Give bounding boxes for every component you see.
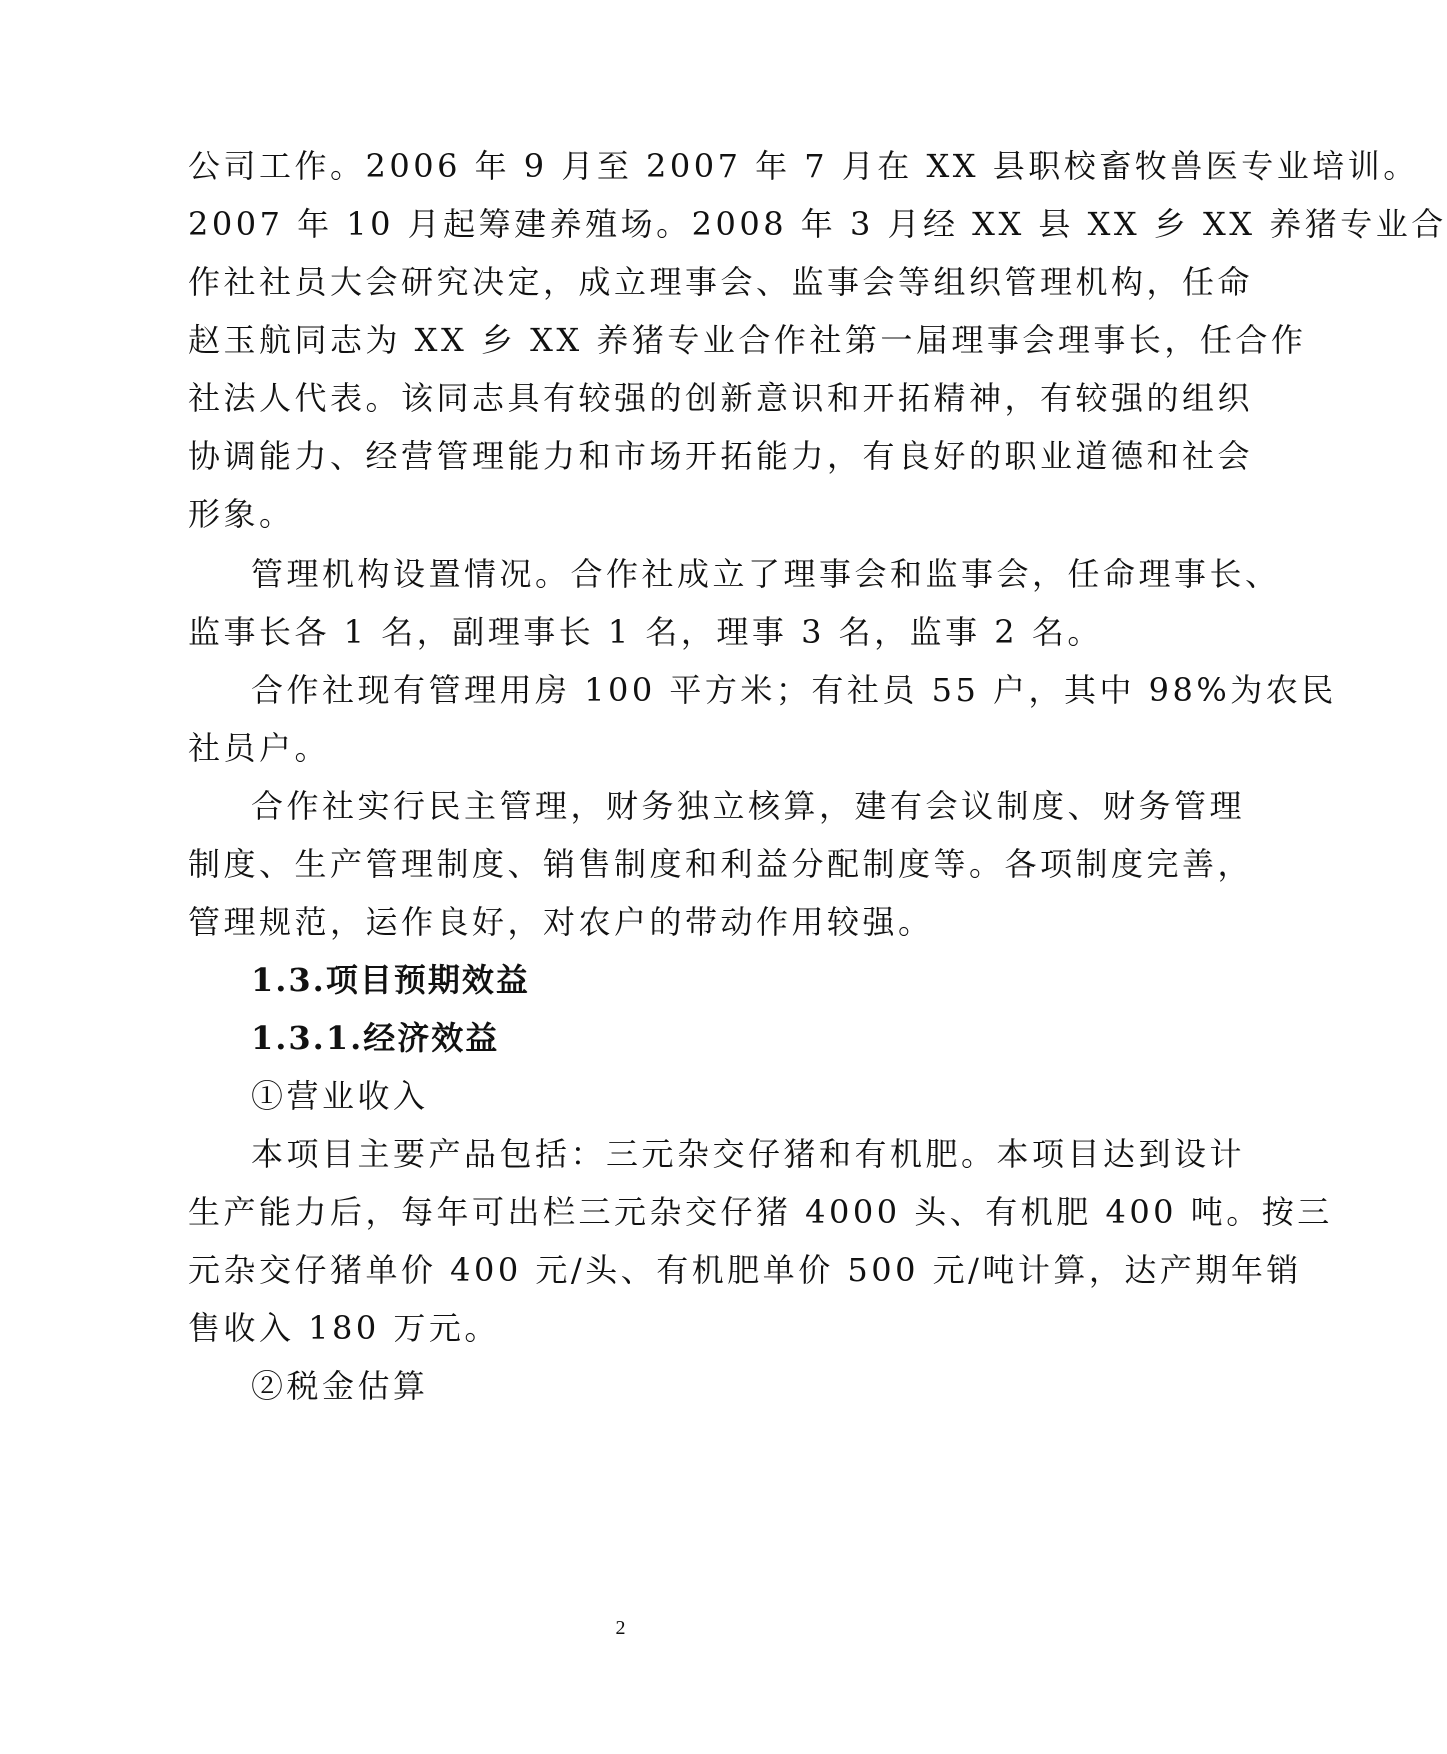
subsection-heading: 1.3.1.经济效益: [251, 1019, 500, 1057]
paragraph-line: 2007 年 10 月起筹建养殖场。2008 年 3 月经 XX 县 XX 乡 XX 养猪专业合: [188, 205, 1447, 243]
paragraph-line: 形象。: [188, 495, 295, 533]
paragraph-line: 管理规范，运作良好，对农户的带动作用较强。: [188, 903, 934, 941]
paragraph-line: 生产能力后，每年可出栏三元杂交仔猪 4000 头、有机肥 400 吨。按三: [188, 1193, 1333, 1231]
page-number: 2: [615, 1617, 626, 1639]
paragraph-line: 制度、生产管理制度、销售制度和利益分配制度等。各项制度完善，: [188, 845, 1254, 883]
paragraph-line: 监事长各 1 名，副理事长 1 名，理事 3 名，监事 2 名。: [188, 613, 1103, 651]
paragraph-line: 赵玉航同志为 XX 乡 XX 养猪专业合作社第一届理事会理事长，任合作: [188, 321, 1307, 359]
paragraph-line: 社法人代表。该同志具有较强的创新意识和开拓精神，有较强的组织: [188, 379, 1254, 417]
item-label: ①营业收入: [251, 1077, 429, 1115]
paragraph-line: 合作社实行民主管理，财务独立核算，建有会议制度、财务管理: [251, 787, 1246, 825]
paragraph-line: 协调能力、经营管理能力和市场开拓能力，有良好的职业道德和社会: [188, 437, 1254, 475]
paragraph-line: 本项目主要产品包括：三元杂交仔猪和有机肥。本项目达到设计: [251, 1135, 1246, 1173]
item-label: ②税金估算: [251, 1367, 429, 1405]
paragraph-line: 售收入 180 万元。: [188, 1309, 500, 1347]
paragraph-line: 作社社员大会研究决定，成立理事会、监事会等组织管理机构，任命: [188, 263, 1254, 301]
paragraph-line: 社员户。: [188, 729, 331, 767]
paragraph-line: 管理机构设置情况。合作社成立了理事会和监事会，任命理事长、: [251, 555, 1281, 593]
paragraph-line: 合作社现有管理用房 100 平方米；有社员 55 户，其中 98%为农民: [251, 671, 1337, 709]
section-heading: 1.3.项目预期效益: [251, 961, 530, 999]
paragraph-line: 元杂交仔猪单价 400 元/头、有机肥单价 500 元/吨计算，达产期年销: [188, 1251, 1302, 1289]
paragraph-line: 公司工作。2006 年 9 月至 2007 年 7 月在 XX 县职校畜牧兽医专业培训。: [188, 147, 1419, 185]
